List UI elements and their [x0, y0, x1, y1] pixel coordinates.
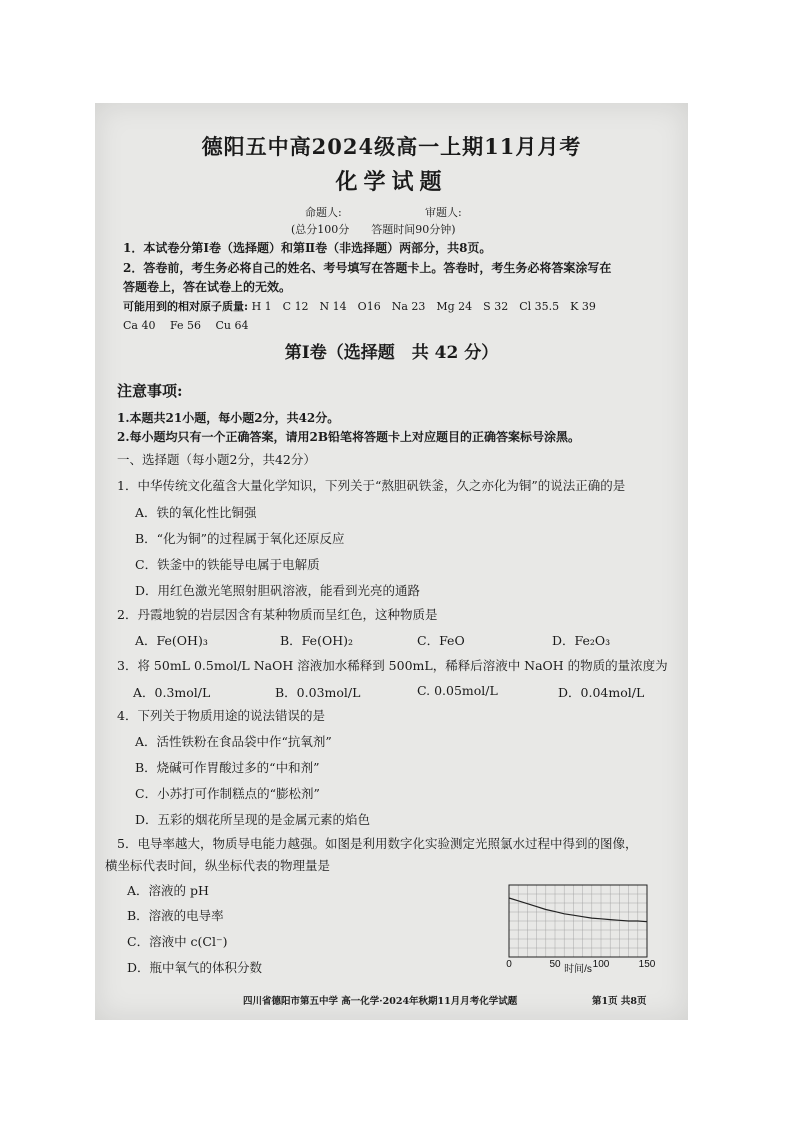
question-3-stem: 3．将 50mL 0.5mol/L NaOH 溶液加水稀释到 500mL，稀释后溶液中 NaOH 的物质的量浓度为: [117, 658, 668, 673]
question-2-stem: 2．丹霞地貌的岩层因含有某种物质而呈红色，这种物质是: [117, 607, 438, 622]
part1-title: 第Ⅰ卷（选择题 共 42 分）: [284, 343, 499, 363]
question-2-option-b: B．Fe(OH)₂: [280, 633, 353, 648]
atomic-mass-label: 可能用到的相对原子质量:: [123, 300, 249, 313]
question-4-stem: 4．下列关于物质用途的说法错误的是: [117, 708, 325, 723]
chart-series-line: [509, 898, 647, 922]
chart-x-tick-label: 50: [549, 959, 561, 970]
atomic-masses-1: H 1 C 12 N 14 O16 Na 23 Mg 24 S 32 Cl 35.5 K 39: [251, 300, 596, 313]
notice-2: 2.每小题均只有一个正确答案，请用2B铅笔将答题卡上对应题目的正确答案标号涂黑。: [117, 430, 581, 444]
question-4-option-b: B．烧碱可作胃酸过多的“中和剂”: [135, 760, 320, 775]
question-1-option-c: C．铁釜中的铁能导电属于电解质: [135, 557, 320, 572]
question-1-option-b: B．“化为铜”的过程属于氧化还原反应: [135, 531, 345, 546]
exam-subject: 化学试题: [335, 169, 448, 195]
question-5-option-a: A．溶液的 pH: [127, 883, 209, 898]
instruction-2b: 答题卷上，答在试卷上的无效。: [123, 280, 292, 294]
footer-left: 四川省德阳市第五中学 高一化学·2024年秋期11月月考化学试题: [243, 996, 518, 1007]
question-4-option-d: D．五彩的烟花所呈现的是金属元素的焰色: [135, 812, 371, 827]
instruction-1: 1．本试卷分第Ⅰ卷（选择题）和第Ⅱ卷（非选择题）两部分，共8页。: [123, 241, 492, 255]
question-1-stem: 1．中华传统文化蕴含大量化学知识，下列关于“熬胆矾铁釜，久之亦化为铜”的说法正确的是: [117, 478, 626, 493]
instruction-2a: 2．答卷前，考生务必将自己的姓名、考号填写在答题卡上。答卷时，考生务必将答案涂写在: [123, 261, 612, 275]
chart-x-tick-label: 150: [638, 959, 656, 970]
question-5-stem-b: 横坐标代表时间，纵坐标代表的物理量是: [105, 858, 331, 873]
question-2-option-c: C．FeO: [417, 633, 465, 648]
question-3-option-a: A．0.3mol/L: [133, 685, 211, 700]
exam-title: 德阳五中高2024级高一上期11月月考: [201, 134, 582, 159]
question-1-option-a: A．铁的氧化性比铜强: [135, 505, 257, 520]
question-5-option-d: D．瓶中氧气的体积分数: [127, 960, 263, 975]
question-2-option-d: D．Fe₂O₃: [552, 633, 611, 648]
question-4-option-c: C．小苏打可作制糕点的“膨松剂”: [135, 786, 320, 801]
exam-sheet: [95, 103, 688, 1020]
notice-title: 注意事项:: [117, 382, 183, 400]
question-3-option-c: C. 0.05mol/L: [417, 683, 498, 698]
setter-label: 命题人:: [305, 206, 342, 219]
question-1-option-d: D．用红色激光笔照射胆矾溶液，能看到光亮的通路: [135, 583, 421, 598]
chart-x-tick-label: 0: [506, 959, 512, 970]
footer-right: 第1页 共8页: [592, 996, 647, 1007]
reviewer-label: 审题人:: [425, 206, 462, 219]
chart-x-label: 时间/s: [564, 964, 592, 975]
question-3-option-d: D．0.04mol/L: [558, 685, 645, 700]
score-time: (总分100分 答题时间90分钟): [291, 223, 456, 236]
light-chlorine-water-chart: [505, 881, 656, 975]
atomic-masses-2: Ca 40 Fe 56 Cu 64: [123, 319, 249, 332]
question-5-option-c: C．溶液中 c(Cl⁻): [127, 934, 228, 949]
chart-x-tick-label: 100: [592, 959, 610, 970]
notice-1: 1.本题共21小题，每小题2分，共42分。: [117, 411, 340, 425]
question-3-option-b: B．0.03mol/L: [275, 685, 361, 700]
question-5-stem-a: 5．电导率越大，物质导电能力越强。如图是利用数字化实验测定光照氯水过程中得到的图像，: [117, 836, 638, 851]
question-5-option-b: B．溶液的电导率: [127, 908, 224, 923]
atomic-mass-row: [123, 298, 596, 314]
question-4-option-a: A．活性铁粉在食品袋中作“抗氧剂”: [135, 734, 332, 749]
section-heading: 一、选择题（每小题2分，共42分）: [117, 452, 316, 467]
question-2-option-a: A．Fe(OH)₃: [135, 633, 208, 648]
